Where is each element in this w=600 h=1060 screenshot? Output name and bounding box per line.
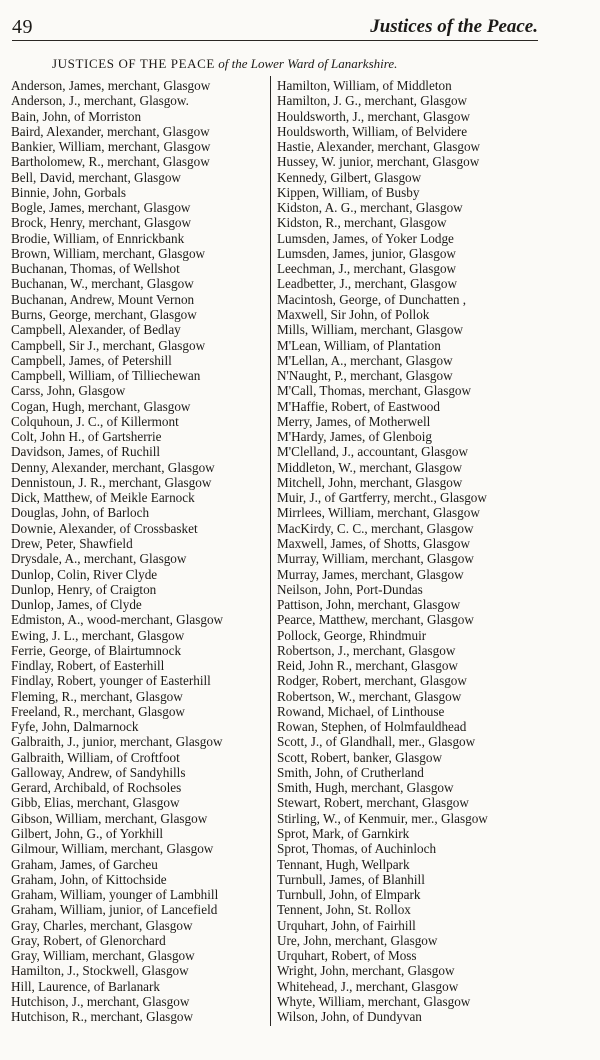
justice-entry: Robertson, W., merchant, Glasgow	[277, 688, 462, 704]
justice-entry: Lumsden, James, junior, Glasgow	[277, 245, 456, 261]
justice-entry: MacKirdy, C. C., merchant, Glasgow	[277, 520, 474, 536]
justice-entry: Graham, William, junior, of Lancefield	[11, 902, 218, 918]
justice-entry: Middleton, W., merchant, Glasgow	[277, 459, 462, 475]
justice-entry: M'Call, Thomas, merchant, Glasgow	[277, 383, 472, 399]
justice-entry: Kidston, A. G., merchant, Glasgow	[277, 200, 463, 216]
justice-entry: Dunlop, Henry, of Craigton	[11, 581, 157, 597]
justice-entry: M'Hardy, James, of Glenboig	[277, 429, 432, 445]
page-header	[12, 14, 538, 41]
justice-entry: Rodger, Robert, merchant, Glasgow	[277, 673, 467, 689]
justice-entry: M'Lean, William, of Plantation	[277, 337, 441, 353]
justice-entry: Dunlop, James, of Clyde	[11, 597, 142, 613]
justice-entry: Campbell, Sir J., merchant, Glasgow	[11, 337, 206, 353]
justice-entry: Ewing, J. L., merchant, Glasgow	[11, 627, 185, 643]
justice-entry: Gray, Robert, of Glenorchard	[11, 932, 166, 948]
justice-entry: Tennent, John, St. Rollox	[277, 902, 411, 918]
justice-entry: Pattison, John, merchant, Glasgow	[277, 597, 461, 613]
justice-entry: Ferrie, George, of Blairtumnock	[11, 642, 182, 658]
justice-entry: Buchanan, Thomas, of Wellshot	[11, 261, 180, 277]
justice-entry: Hutchison, J., merchant, Glasgow	[11, 993, 190, 1009]
justice-entry: Fleming, R., merchant, Glasgow	[11, 688, 183, 704]
justice-entry: Carss, John, Glasgow	[11, 383, 126, 399]
justice-entry: Findlay, Robert, of Easterhill	[11, 658, 165, 674]
justice-entry: Hussey, W. junior, merchant, Glasgow	[277, 154, 480, 170]
justice-entry: Anderson, J., merchant, Glasgow.	[11, 93, 189, 109]
justice-entry: Dunlop, Colin, River Clyde	[11, 566, 158, 582]
justice-entry: Whitehead, J., merchant, Glasgow	[277, 978, 459, 994]
justice-entry: Campbell, James, of Petershill	[11, 352, 172, 368]
justice-entry: Hutchison, R., merchant, Glasgow	[11, 1009, 194, 1025]
justice-entry: Murray, James, merchant, Glasgow	[277, 566, 464, 582]
justice-entry: Gilbert, John, G., of Yorkhill	[11, 826, 164, 842]
justice-entry: Leadbetter, J., merchant, Glasgow	[277, 276, 458, 292]
justice-entry: Stirling, W., of Kenmuir, mer., Glasgow	[277, 810, 488, 826]
justice-entry: M'Lellan, A., merchant, Glasgow	[277, 352, 453, 368]
left-column	[11, 78, 273, 1024]
justice-entry: Merry, James, of Motherwell	[277, 413, 431, 429]
justice-entry: Bankier, William, merchant, Glasgow	[11, 139, 211, 155]
justice-entry: Macintosh, George, of Dunchatten ,	[277, 291, 467, 307]
justice-entry: Gilmour, William, merchant, Glasgow	[11, 841, 214, 857]
justice-entry: Burns, George, merchant, Glasgow	[11, 306, 197, 322]
justice-entry: Murray, William, merchant, Glasgow	[277, 551, 474, 567]
justice-entry: Bell, David, merchant, Glasgow	[11, 169, 181, 185]
justice-entry: Gibb, Elias, merchant, Glasgow	[11, 795, 180, 811]
justice-entry: Scott, Robert, banker, Glasgow	[277, 749, 443, 765]
justice-entry: Maxwell, Sir John, of Pollok	[277, 306, 430, 322]
justice-entry: Campbell, William, of Tilliechewan	[11, 368, 201, 384]
justice-entry: Fyfe, John, Dalmarnock	[11, 719, 139, 735]
justice-entry: Gerard, Archibald, of Rochsoles	[11, 780, 182, 796]
justice-entry: Brodie, William, of Ennrickbank	[11, 230, 185, 246]
justice-entry: Bain, John, of Morriston	[11, 108, 142, 124]
section-title	[52, 56, 538, 72]
justice-entry: Wright, John, merchant, Glasgow	[277, 963, 455, 979]
justice-entry: Smith, Hugh, merchant, Glasgow	[277, 780, 454, 796]
justice-entry: Turnbull, James, of Blanhill	[277, 871, 425, 887]
justice-entry: Graham, James, of Garcheu	[11, 856, 158, 872]
justice-entry: Muir, J., of Gartferry, mercht., Glasgow	[277, 490, 487, 506]
justice-entry: Turnbull, John, of Elmpark	[277, 887, 421, 903]
justice-entry: Drysdale, A., merchant, Glasgow	[11, 551, 187, 567]
justice-entry: Graham, John, of Kittochside	[11, 871, 167, 887]
justice-entry: Galbraith, J., junior, merchant, Glasgow	[11, 734, 223, 750]
justice-entry: Binnie, John, Gorbals	[11, 184, 127, 200]
justice-entry: Hamilton, J. G., merchant, Glasgow	[277, 93, 468, 109]
justice-entry: Leechman, J., merchant, Glasgow	[277, 261, 457, 277]
justice-entry: Mitchell, John, merchant, Glasgow	[277, 474, 463, 490]
justice-entry: Galbraith, William, of Croftfoot	[11, 749, 180, 765]
justice-entry: Maxwell, James, of Shotts, Glasgow	[277, 535, 471, 551]
justice-entry: Scott, J., of Glandhall, mer., Glasgow	[277, 734, 476, 750]
justice-entry: M'Clelland, J., accountant, Glasgow	[277, 444, 468, 460]
justice-entry: Cogan, Hugh, merchant, Glasgow	[11, 398, 191, 414]
justice-entry: Dennistoun, J. R., merchant, Glasgow	[11, 474, 212, 490]
justice-entry: Drew, Peter, Shawfield	[11, 535, 133, 551]
justice-entry: Buchanan, Andrew, Mount Vernon	[11, 291, 195, 307]
justice-entry: Urquhart, John, of Fairhill	[277, 917, 416, 933]
justice-entry: Downie, Alexander, of Crossbasket	[11, 520, 198, 536]
justice-entry: Lumsden, James, of Yoker Lodge	[277, 230, 454, 246]
justice-entry: Robertson, J., merchant, Glasgow	[277, 642, 456, 658]
justice-entry: Brown, William, merchant, Glasgow	[11, 245, 206, 261]
justice-entry: Bartholomew, R., merchant, Glasgow	[11, 154, 210, 170]
section-title-main: JUSTICES OF THE PEACE	[52, 56, 215, 71]
justice-entry: Hastie, Alexander, merchant, Glasgow	[277, 139, 481, 155]
justice-entry: Baird, Alexander, merchant, Glasgow	[11, 123, 210, 139]
page-number: 49	[12, 16, 33, 38]
justice-entry: Denny, Alexander, merchant, Glasgow	[11, 459, 215, 475]
justice-entry: Mills, William, merchant, Glasgow	[277, 322, 464, 338]
justice-entry: Rowan, Stephen, of Holmfauldhead	[277, 719, 467, 735]
justice-entry: Gray, William, merchant, Glasgow	[11, 948, 195, 964]
justice-entry: Sprot, Mark, of Garnkirk	[277, 826, 410, 842]
justice-entry: M'Haffie, Robert, of Eastwood	[277, 398, 440, 414]
justice-entry: Brock, Henry, merchant, Glasgow	[11, 215, 192, 231]
justice-entry: Dick, Matthew, of Meikle Earnock	[11, 490, 195, 506]
justice-entry: Findlay, Robert, younger of Easterhill	[11, 673, 211, 689]
justice-entry: Campbell, Alexander, of Bedlay	[11, 322, 181, 338]
justice-entry: Bogle, James, merchant, Glasgow	[11, 200, 191, 216]
justice-entry: Anderson, James, merchant, Glasgow	[11, 78, 211, 93]
justice-entry: Gray, Charles, merchant, Glasgow	[11, 917, 193, 933]
justice-entry: Colquhoun, J. C., of Killermont	[11, 413, 179, 429]
justice-entry: Sprot, Thomas, of Auchinloch	[277, 841, 437, 857]
justice-entry: Hill, Laurence, of Barlanark	[11, 978, 161, 994]
justice-entry: Smith, John, of Crutherland	[277, 764, 424, 780]
justice-entry: Pollock, George, Rhindmuir	[277, 627, 427, 643]
column-divider	[270, 76, 271, 1026]
justice-entry: Colt, John H., of Gartsherrie	[11, 429, 162, 445]
justice-entry: Urquhart, Robert, of Moss	[277, 948, 417, 964]
justice-entry: Davidson, James, of Ruchill	[11, 444, 161, 460]
justice-entry: Edmiston, A., wood-merchant, Glasgow	[11, 612, 224, 628]
justice-entry: Kennedy, Gilbert, Glasgow	[277, 169, 422, 185]
justice-entry: Wilson, John, of Dundyvan	[277, 1009, 422, 1025]
justice-entry: Graham, William, younger of Lambhill	[11, 887, 219, 903]
right-column	[277, 78, 539, 1024]
justice-entry: Douglas, John, of Barloch	[11, 505, 150, 521]
running-head: Justices of the Peace.	[370, 16, 538, 37]
justice-entry: Ure, John, merchant, Glasgow	[277, 932, 438, 948]
justice-entry: Kippen, William, of Busby	[277, 184, 420, 200]
justice-entry: Pearce, Matthew, merchant, Glasgow	[277, 612, 474, 628]
section-title-italic: of the Lower Ward of Lanarkshire.	[218, 56, 398, 71]
justice-entry: Hamilton, J., Stockwell, Glasgow	[11, 963, 189, 979]
justice-entry: Houldsworth, William, of Belvidere	[277, 123, 468, 139]
justice-entry: Stewart, Robert, merchant, Glasgow	[277, 795, 469, 811]
justice-entry: N'Naught, P., merchant, Glasgow	[277, 368, 453, 384]
justice-entry: Hamilton, William, of Middleton	[277, 78, 452, 93]
justice-entry: Galloway, Andrew, of Sandyhills	[11, 764, 186, 780]
justice-entry: Whyte, William, merchant, Glasgow	[277, 993, 471, 1009]
justice-entry: Freeland, R., merchant, Glasgow	[11, 703, 185, 719]
justice-entry: Houldsworth, J., merchant, Glasgow	[277, 108, 471, 124]
justice-entry: Mirrlees, William, merchant, Glasgow	[277, 505, 480, 521]
justice-entry: Rowand, Michael, of Linthouse	[277, 703, 445, 719]
justice-entry: Tennant, Hugh, Wellpark	[277, 856, 410, 872]
justice-entry: Kidston, R., merchant, Glasgow	[277, 215, 447, 231]
justice-entry: Gibson, William, merchant, Glasgow	[11, 810, 208, 826]
justice-entry: Buchanan, W., merchant, Glasgow	[11, 276, 194, 292]
justice-entry: Neilson, John, Port-Dundas	[277, 581, 423, 597]
justice-entry: Reid, John R., merchant, Glasgow	[277, 658, 458, 674]
